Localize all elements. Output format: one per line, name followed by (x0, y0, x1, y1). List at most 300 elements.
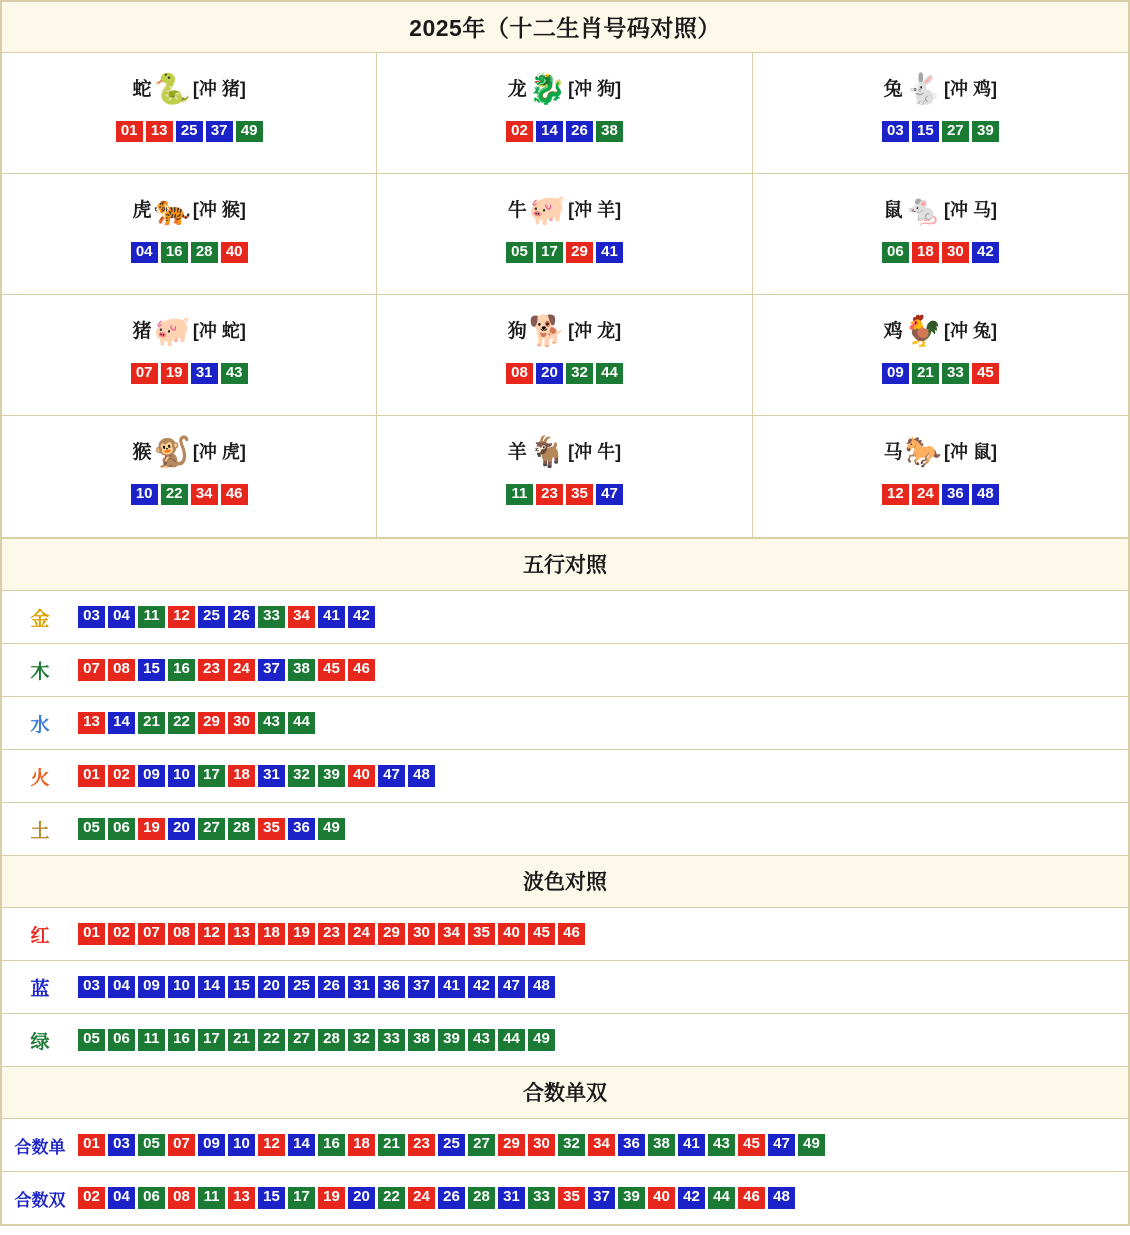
table-row (2, 750, 1128, 803)
zodiac-cell-羊 (377, 416, 752, 537)
number-ball: 41 (678, 1134, 705, 1155)
zodiac-number-ball: 28 (191, 242, 218, 263)
zodiac-clash-label: [冲 蛇] (192, 321, 246, 341)
zodiac-cell-兔 (753, 53, 1128, 174)
row-number-list (78, 651, 381, 688)
number-ball: 09 (198, 1134, 225, 1155)
number-ball: 22 (168, 712, 195, 733)
number-ball: 15 (258, 1187, 285, 1208)
number-ball: 46 (738, 1187, 765, 1208)
number-ball: 10 (168, 976, 195, 997)
number-ball: 15 (138, 659, 165, 680)
number-ball: 16 (168, 1029, 195, 1050)
number-ball: 16 (168, 659, 195, 680)
row-number-list (78, 1021, 561, 1058)
number-ball: 39 (318, 765, 345, 786)
zodiac-number-ball: 08 (506, 363, 533, 384)
zodiac-name: 猴 (132, 441, 152, 463)
number-ball: 11 (138, 1029, 165, 1050)
狗-animal-icon: 🐕 (528, 315, 567, 348)
zodiac-number-ball: 40 (221, 242, 248, 263)
number-ball: 31 (498, 1187, 525, 1208)
zodiac-number-row (759, 363, 1122, 384)
row-label: 合数单 (14, 1137, 66, 1157)
number-ball: 42 (348, 606, 375, 627)
row-label: 蓝 (30, 978, 50, 1000)
zodiac-name: 牛 (507, 199, 527, 221)
number-ball: 19 (138, 818, 165, 839)
zodiac-heading (8, 69, 370, 109)
number-ball: 15 (228, 976, 255, 997)
zodiac-number-row (8, 484, 370, 505)
兔-animal-icon: 🐇 (904, 73, 943, 106)
number-ball: 36 (618, 1134, 645, 1155)
zodiac-number-ball: 05 (506, 242, 533, 263)
number-ball: 42 (678, 1187, 705, 1208)
bose-rows (2, 908, 1128, 1066)
number-ball: 13 (228, 1187, 255, 1208)
number-ball: 40 (498, 923, 525, 944)
number-ball: 33 (528, 1187, 555, 1208)
牛-animal-icon: 🐖 (528, 194, 567, 227)
number-ball: 26 (318, 976, 345, 997)
row-number-list (78, 810, 351, 847)
number-ball: 22 (258, 1029, 285, 1050)
number-ball: 23 (408, 1134, 435, 1155)
table-row (2, 644, 1128, 697)
zodiac-name: 兔 (883, 78, 903, 100)
row-number-list (78, 704, 321, 741)
number-ball: 08 (108, 659, 135, 680)
zodiac-number-ball: 10 (131, 484, 158, 505)
zodiac-number-row (8, 242, 370, 263)
zodiac-number-ball: 11 (506, 484, 533, 505)
number-ball: 21 (228, 1029, 255, 1050)
猴-animal-icon: 🐒 (153, 436, 191, 469)
zodiac-clash-label: [冲 虎] (192, 442, 246, 462)
number-ball: 23 (198, 659, 225, 680)
number-ball: 40 (348, 765, 375, 786)
number-ball: 08 (168, 1187, 195, 1208)
马-animal-icon: 🐎 (904, 436, 943, 469)
number-ball: 03 (78, 606, 105, 627)
zodiac-name: 马 (883, 441, 903, 463)
zodiac-name: 鼠 (883, 199, 903, 221)
zodiac-number-ball: 44 (596, 363, 623, 384)
table-row (2, 908, 1128, 961)
鸡-animal-icon: 🐓 (904, 315, 943, 348)
zodiac-clash-label: [冲 兔] (944, 321, 998, 341)
number-ball: 05 (78, 818, 105, 839)
zodiac-number-ball: 35 (566, 484, 593, 505)
zodiac-number-row (383, 363, 745, 384)
number-ball: 47 (498, 976, 525, 997)
zodiac-number-ball: 43 (221, 363, 248, 384)
zodiac-number-ball: 30 (942, 242, 969, 263)
row-label: 金 (30, 608, 50, 630)
zodiac-cell-猪 (2, 295, 377, 416)
zodiac-name: 狗 (507, 320, 527, 342)
number-ball: 04 (108, 606, 135, 627)
number-ball: 06 (108, 1029, 135, 1050)
number-ball: 12 (258, 1134, 285, 1155)
number-ball: 32 (288, 765, 315, 786)
table-row (2, 961, 1128, 1014)
zodiac-name: 鸡 (883, 320, 903, 342)
zodiac-clash-label: [冲 鼠] (944, 442, 998, 462)
zodiac-number-ball: 25 (176, 121, 203, 142)
number-ball: 20 (348, 1187, 375, 1208)
zodiac-number-ball: 14 (536, 121, 563, 142)
number-ball: 41 (438, 976, 465, 997)
zodiac-number-ball: 06 (882, 242, 909, 263)
number-ball: 37 (588, 1187, 615, 1208)
row-label: 水 (30, 714, 50, 736)
number-ball: 44 (708, 1187, 735, 1208)
zodiac-number-ball: 29 (566, 242, 593, 263)
number-ball: 27 (288, 1029, 315, 1050)
number-ball: 34 (438, 923, 465, 944)
zodiac-number-ball: 15 (912, 121, 939, 142)
number-ball: 34 (288, 606, 315, 627)
number-ball: 18 (348, 1134, 375, 1155)
zodiac-number-ball: 18 (912, 242, 939, 263)
number-ball: 11 (198, 1187, 225, 1208)
number-ball: 31 (348, 976, 375, 997)
section-header-wuxing: 五行对照 (2, 538, 1128, 591)
zodiac-number-ball: 12 (882, 484, 909, 505)
number-ball: 13 (78, 712, 105, 733)
zodiac-number-ball: 27 (942, 121, 969, 142)
number-ball: 07 (78, 659, 105, 680)
number-ball: 32 (558, 1134, 585, 1155)
zodiac-number-ball: 26 (566, 121, 593, 142)
number-ball: 07 (138, 923, 165, 944)
page-title: 2025年（十二生肖号码对照） (2, 2, 1128, 53)
number-ball: 38 (648, 1134, 675, 1155)
zodiac-cell-龙 (377, 53, 752, 174)
zodiac-number-ball: 45 (972, 363, 999, 384)
zodiac-heading (8, 190, 370, 230)
number-ball: 01 (78, 923, 105, 944)
number-ball: 14 (288, 1134, 315, 1155)
section-header-heshu: 合数单双 (2, 1066, 1128, 1119)
zodiac-heading (759, 432, 1122, 472)
zodiac-number-ball: 04 (131, 242, 158, 263)
number-ball: 29 (198, 712, 225, 733)
number-ball: 47 (768, 1134, 795, 1155)
table-row (2, 697, 1128, 750)
zodiac-number-ball: 16 (161, 242, 188, 263)
number-ball: 02 (78, 1187, 105, 1208)
number-ball: 18 (258, 923, 285, 944)
number-ball: 25 (288, 976, 315, 997)
number-ball: 25 (438, 1134, 465, 1155)
zodiac-heading (383, 311, 745, 351)
number-ball: 19 (288, 923, 315, 944)
number-ball: 14 (108, 712, 135, 733)
section-header-bose: 波色对照 (2, 855, 1128, 908)
number-ball: 40 (648, 1187, 675, 1208)
number-ball: 39 (618, 1187, 645, 1208)
zodiac-number-row (383, 242, 745, 263)
number-ball: 17 (288, 1187, 315, 1208)
row-number-list (78, 757, 441, 794)
zodiac-number-ball: 48 (972, 484, 999, 505)
zodiac-number-ball: 32 (566, 363, 593, 384)
zodiac-heading (383, 190, 745, 230)
number-ball: 43 (258, 712, 285, 733)
number-ball: 36 (378, 976, 405, 997)
number-ball: 14 (198, 976, 225, 997)
zodiac-number-row (383, 484, 745, 505)
zodiac-number-ball: 22 (161, 484, 188, 505)
number-ball: 43 (468, 1029, 495, 1050)
number-ball: 18 (228, 765, 255, 786)
zodiac-number-ball: 13 (146, 121, 173, 142)
number-ball: 49 (528, 1029, 555, 1050)
row-label: 绿 (30, 1031, 50, 1053)
zodiac-number-ball: 38 (596, 121, 623, 142)
zodiac-grid (2, 53, 1128, 538)
number-ball: 34 (588, 1134, 615, 1155)
zodiac-name: 羊 (507, 441, 527, 463)
number-ball: 25 (198, 606, 225, 627)
wuxing-rows (2, 591, 1128, 855)
zodiac-clash-label: [冲 狗] (568, 79, 622, 99)
number-ball: 31 (258, 765, 285, 786)
zodiac-cell-虎 (2, 174, 377, 295)
zodiac-number-ball: 20 (536, 363, 563, 384)
number-ball: 10 (228, 1134, 255, 1155)
number-ball: 23 (318, 923, 345, 944)
number-ball: 16 (318, 1134, 345, 1155)
zodiac-number-ball: 31 (191, 363, 218, 384)
number-ball: 28 (468, 1187, 495, 1208)
zodiac-heading (383, 69, 745, 109)
zodiac-number-ball: 02 (506, 121, 533, 142)
zodiac-clash-label: [冲 鸡] (944, 79, 998, 99)
蛇-animal-icon: 🐍 (153, 73, 191, 106)
number-ball: 45 (528, 923, 555, 944)
zodiac-number-row (759, 242, 1122, 263)
zodiac-name: 龙 (507, 78, 527, 100)
zodiac-heading (383, 432, 745, 472)
zodiac-cell-猴 (2, 416, 377, 537)
number-ball: 48 (528, 976, 555, 997)
number-ball: 46 (558, 923, 585, 944)
zodiac-number-ball: 46 (221, 484, 248, 505)
zodiac-number-row (759, 121, 1122, 142)
zodiac-number-row (8, 121, 370, 142)
number-ball: 17 (198, 765, 225, 786)
zodiac-heading (8, 432, 370, 472)
zodiac-number-ball: 19 (161, 363, 188, 384)
zodiac-clash-label: [冲 牛] (568, 442, 622, 462)
number-ball: 26 (438, 1187, 465, 1208)
zodiac-clash-label: [冲 羊] (568, 200, 622, 220)
number-ball: 36 (288, 818, 315, 839)
zodiac-cell-狗 (377, 295, 752, 416)
zodiac-heading (759, 311, 1122, 351)
number-ball: 08 (168, 923, 195, 944)
row-label: 土 (30, 820, 50, 842)
number-ball: 10 (168, 765, 195, 786)
zodiac-number-ball: 39 (972, 121, 999, 142)
龙-animal-icon: 🐉 (528, 73, 567, 106)
zodiac-number-row (8, 363, 370, 384)
number-ball: 38 (288, 659, 315, 680)
number-ball: 05 (138, 1134, 165, 1155)
zodiac-number-ball: 07 (131, 363, 158, 384)
number-ball: 21 (378, 1134, 405, 1155)
zodiac-number-ball: 41 (596, 242, 623, 263)
number-ball: 17 (198, 1029, 225, 1050)
number-ball: 05 (78, 1029, 105, 1050)
zodiac-number-ball: 03 (882, 121, 909, 142)
zodiac-name: 蛇 (132, 78, 152, 100)
number-ball: 07 (168, 1134, 195, 1155)
number-ball: 04 (108, 976, 135, 997)
zodiac-clash-label: [冲 马] (944, 200, 998, 220)
number-ball: 29 (378, 923, 405, 944)
number-ball: 01 (78, 1134, 105, 1155)
鼠-animal-icon: 🐁 (904, 194, 943, 227)
row-number-list (78, 598, 381, 635)
number-ball: 27 (468, 1134, 495, 1155)
number-ball: 30 (408, 923, 435, 944)
table-row (2, 1014, 1128, 1066)
number-ball: 42 (468, 976, 495, 997)
number-ball: 30 (528, 1134, 555, 1155)
猪-animal-icon: 🐖 (153, 315, 191, 348)
number-ball: 49 (798, 1134, 825, 1155)
number-ball: 33 (378, 1029, 405, 1050)
number-ball: 12 (168, 606, 195, 627)
row-number-list (78, 915, 591, 952)
row-number-list (78, 968, 561, 1005)
number-ball: 30 (228, 712, 255, 733)
zodiac-cell-鼠 (753, 174, 1128, 295)
number-ball: 48 (768, 1187, 795, 1208)
number-ball: 02 (108, 765, 135, 786)
number-ball: 11 (138, 606, 165, 627)
number-ball: 41 (318, 606, 345, 627)
number-ball: 20 (258, 976, 285, 997)
table-row (2, 591, 1128, 644)
number-ball: 19 (318, 1187, 345, 1208)
number-ball: 37 (258, 659, 285, 680)
row-label: 木 (30, 661, 50, 683)
number-ball: 04 (108, 1187, 135, 1208)
number-ball: 21 (138, 712, 165, 733)
number-ball: 22 (378, 1187, 405, 1208)
zodiac-number-ball: 21 (912, 363, 939, 384)
number-ball: 12 (198, 923, 225, 944)
zodiac-number-ball: 37 (206, 121, 233, 142)
number-ball: 32 (348, 1029, 375, 1050)
zodiac-number-ball: 49 (236, 121, 263, 142)
zodiac-heading (759, 69, 1122, 109)
number-ball: 46 (348, 659, 375, 680)
zodiac-heading (759, 190, 1122, 230)
number-ball: 35 (468, 923, 495, 944)
zodiac-number-ball: 42 (972, 242, 999, 263)
zodiac-number-ball: 24 (912, 484, 939, 505)
table-row (2, 1119, 1128, 1172)
number-ball: 45 (738, 1134, 765, 1155)
zodiac-number-ball: 33 (942, 363, 969, 384)
table-row (2, 803, 1128, 855)
row-label: 红 (30, 925, 50, 947)
zodiac-number-row (759, 484, 1122, 505)
zodiac-number-ball: 01 (116, 121, 143, 142)
number-ball: 06 (138, 1187, 165, 1208)
虎-animal-icon: 🐅 (153, 194, 191, 227)
table-row (2, 1172, 1128, 1224)
number-ball: 02 (108, 923, 135, 944)
number-ball: 01 (78, 765, 105, 786)
number-ball: 29 (498, 1134, 525, 1155)
zodiac-number-ball: 34 (191, 484, 218, 505)
number-ball: 49 (318, 818, 345, 839)
zodiac-clash-label: [冲 猴] (192, 200, 246, 220)
number-ball: 03 (78, 976, 105, 997)
number-ball: 09 (138, 976, 165, 997)
zodiac-number-ball: 36 (942, 484, 969, 505)
number-ball: 26 (228, 606, 255, 627)
number-ball: 24 (408, 1187, 435, 1208)
number-ball: 09 (138, 765, 165, 786)
number-ball: 24 (228, 659, 255, 680)
number-ball: 35 (258, 818, 285, 839)
zodiac-cell-马 (753, 416, 1128, 537)
row-label: 火 (30, 767, 50, 789)
heshu-rows (2, 1119, 1128, 1224)
number-ball: 43 (708, 1134, 735, 1155)
row-number-list (78, 1126, 831, 1163)
zodiac-clash-label: [冲 猪] (192, 79, 246, 99)
number-ball: 28 (228, 818, 255, 839)
number-ball: 28 (318, 1029, 345, 1050)
zodiac-number-row (383, 121, 745, 142)
number-ball: 48 (408, 765, 435, 786)
zodiac-name: 猪 (132, 320, 152, 342)
zodiac-number-ball: 09 (882, 363, 909, 384)
number-ball: 35 (558, 1187, 585, 1208)
number-ball: 38 (408, 1029, 435, 1050)
number-ball: 39 (438, 1029, 465, 1050)
number-ball: 45 (318, 659, 345, 680)
zodiac-clash-label: [冲 龙] (568, 321, 622, 341)
zodiac-cell-蛇 (2, 53, 377, 174)
number-ball: 24 (348, 923, 375, 944)
zodiac-name: 虎 (132, 199, 152, 221)
zodiac-cell-鸡 (753, 295, 1128, 416)
number-ball: 06 (108, 818, 135, 839)
number-ball: 13 (228, 923, 255, 944)
number-ball: 27 (198, 818, 225, 839)
number-ball: 44 (498, 1029, 525, 1050)
羊-animal-icon: 🐐 (528, 436, 567, 469)
number-ball: 47 (378, 765, 405, 786)
zodiac-number-ball: 17 (536, 242, 563, 263)
number-ball: 37 (408, 976, 435, 997)
zodiac-cell-牛 (377, 174, 752, 295)
zodiac-heading (8, 311, 370, 351)
row-number-list (78, 1179, 801, 1216)
number-ball: 03 (108, 1134, 135, 1155)
